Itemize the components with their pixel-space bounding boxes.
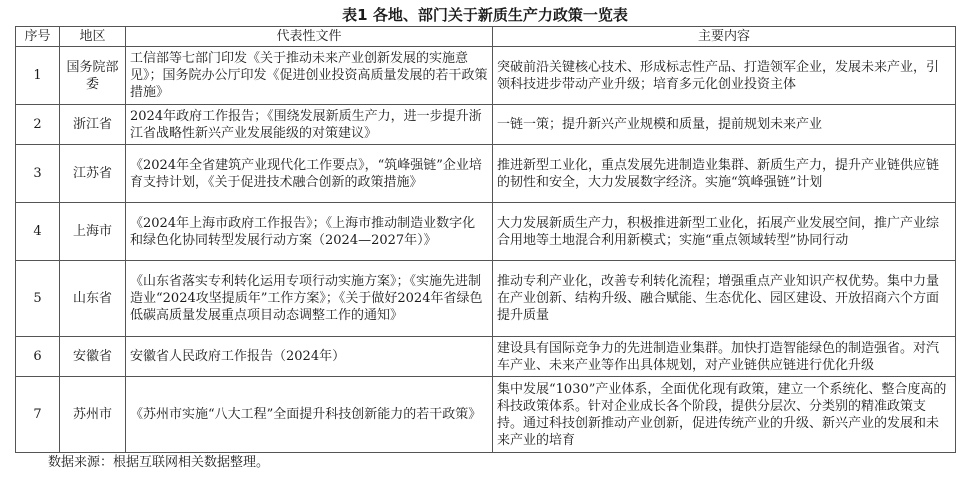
table-row: [16, 145, 956, 203]
row-content: 一链一策；提升新兴产业规模和质量，提前规划未来产业: [493, 105, 956, 145]
table-row: [16, 47, 956, 105]
row-number: 1: [16, 47, 60, 105]
row-region: 苏州市: [60, 377, 126, 453]
row-documents: 《苏州市实施“八大工程”全面提升科技创新能力的若干政策》: [126, 377, 493, 453]
row-region: 浙江省: [60, 105, 126, 145]
header-content: 主要内容: [493, 27, 956, 47]
row-region: 山东省: [60, 261, 126, 337]
row-content: 建设具有国际竞争力的先进制造业集群。加快打造智能绿色的制造强省。对汽车产业、未来产业等作出具体规划，对产业链供应链进行优化升级: [493, 337, 956, 377]
table-row: [16, 203, 956, 261]
table-header-row: [16, 27, 956, 47]
header-region: 地区: [60, 27, 126, 47]
row-documents: 2024年政府工作报告；《围绕发展新质生产力，进一步提升浙江省战略性新兴产业发展能级的对策建议》: [126, 105, 493, 145]
table-row: [16, 261, 956, 337]
data-source-note: 数据来源：根据互联网相关数据整理。: [48, 455, 270, 470]
row-number: 7: [16, 377, 60, 453]
row-region: 上海市: [60, 203, 126, 261]
table-row: [16, 337, 956, 377]
row-documents: 工信部等七部门印发《关于推动未来产业创新发展的实施意见》；国务院办公厅印发《促进创业投资高质量发展的若干政策措施》: [126, 47, 493, 105]
row-number: 6: [16, 337, 60, 377]
row-documents: 《山东省落实专利转化运用专项行动实施方案》；《实施先进制造业“2024攻坚提质年”工作方案》；《关于做好2024年省绿色低碳高质量发展重点项目动态调整工作的通知》: [126, 261, 493, 337]
row-region: 安徽省: [60, 337, 126, 377]
row-number: 5: [16, 261, 60, 337]
row-region: 国务院部委: [60, 47, 126, 105]
row-content: 集中发展“1030”产业体系，全面优化现有政策，建立一个系统化、整合度高的科技政策体系。针对企业成长各个阶段，提供分层次、分类别的精准政策支持。通过科技创新推动产业创新，促进传统产业的升级、新兴产业的发展和未来产业的培育: [493, 377, 956, 453]
header-no: 序号: [16, 27, 60, 47]
row-content: 突破前沿关键核心技术、形成标志性产品、打造领军企业，发展未来产业，引领科技进步带动产业升级；培育多元化创业投资主体: [493, 47, 956, 105]
row-content: 大力发展新质生产力，积极推进新型工业化，拓展产业发展空间，推广产业综合用地等土地混合利用新模式；实施“重点领域转型”协同行动: [493, 203, 956, 261]
policy-table: [15, 26, 956, 453]
row-number: 3: [16, 145, 60, 203]
row-number: 2: [16, 105, 60, 145]
row-number: 4: [16, 203, 60, 261]
row-content: 推动专利产业化，改善专利转化流程；增强重点产业知识产权优势。集中力量在产业创新、结构升级、融合赋能、生态优化、园区建设、开放招商六个方面提升质量: [493, 261, 956, 337]
row-documents: 安徽省人民政府工作报告（2024年）: [126, 337, 493, 377]
row-region: 江苏省: [60, 145, 126, 203]
table-row: [16, 377, 956, 453]
row-documents: 《2024年上海市政府工作报告》；《上海市推动制造业数字化和绿色化协同转型发展行动方案（2024—2027年）》: [126, 203, 493, 261]
row-content: 推进新型工业化，重点发展先进制造业集群、新质生产力，提升产业链供应链的韧性和安全，大力发展数字经济。实施“筑峰强链”计划: [493, 145, 956, 203]
table-title: 表1 各地、部门关于新质生产力政策一览表: [342, 6, 628, 24]
table-row: [16, 105, 956, 145]
header-documents: 代表性文件: [126, 27, 493, 47]
row-documents: 《2024年全省建筑产业现代化工作要点》，“筑峰强链”企业培育支持计划，《关于促进技术融合创新的政策措施》: [126, 145, 493, 203]
